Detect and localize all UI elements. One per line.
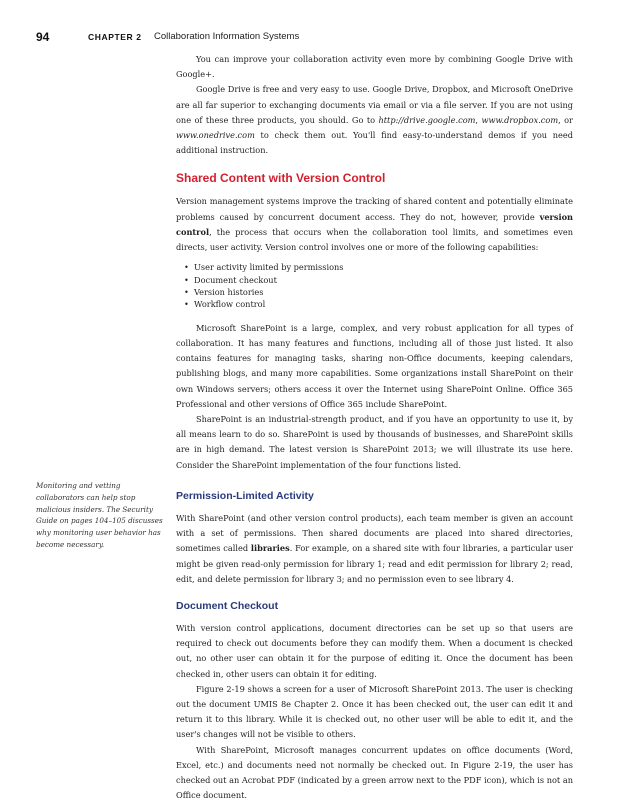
- term-version-control: version control: [176, 211, 573, 237]
- term-libraries: libraries: [250, 543, 290, 554]
- permission-paragraph: With SharePoint (and other version control products), each team member is given an account with a set of permissions. Then shared documents are placed into shared directories, sometimes called libraries. For example, on a shared site with four libraries, a particular user might be given read-only permission for library 1; read and edit permission for library 2; read, edit, and delete permission for library 3; and no permission even to see library 4.: [176, 512, 573, 584]
- checkout-paragraph-2: Figure 2-19 shows a screen for a user of Microsoft SharePoint 2013. The user is checking out the document UMIS 8e Chapter 2. Once it has been checked out, the user can edit it and return it to this library. While it is checked out, no other user will be able to edit it, and the user's changes will not be visible to others.: [176, 683, 573, 740]
- list-item: • Document checkout: [184, 274, 573, 286]
- link-dropbox[interactable]: www.dropbox.com: [481, 114, 559, 125]
- subsection-heading-checkout: Document Checkout: [176, 599, 279, 612]
- subsection-heading-permission: Permission-Limited Activity: [176, 489, 314, 502]
- main-column: [176, 52, 573, 803]
- chapter-label: CHAPTER 2: [88, 32, 142, 42]
- checkout-paragraph-3: With SharePoint, Microsoft manages concurrent updates on office documents (Word, Excel, etc.) and documents need not normally be checked out. In Figure 2-19, the user has checked out an Acrobat PDF (indicated by a green arrow next to the PDF icon), which is not an Office document.: [176, 744, 573, 801]
- link-google-drive[interactable]: http://drive.google.com: [378, 114, 476, 125]
- list-item: • Version histories: [184, 286, 573, 298]
- capabilities-list: [184, 261, 573, 311]
- chapter-title: Collaboration Information Systems: [154, 31, 300, 42]
- intro-paragraph-2: Google Drive is free and very easy to use. Google Drive, Dropbox, and Microsoft OneDrive are all far superior to exchanging documents via email or via a file server. If you are not using one of these three products, you should. Go to http://drive.google.com, www.dropbox.com, or www.onedrive.com to check them out. You'll find easy-to-understand demos if you need additional instruction.: [176, 84, 573, 156]
- list-item: • User activity limited by permissions: [184, 261, 573, 273]
- margin-note: Monitoring and vetting collaborators can help stop malicious insiders. The Security Guide on pages 104–105 discusses why monitoring user behavior has become necessary.: [36, 481, 163, 549]
- sharepoint-paragraph-1: Microsoft SharePoint is a large, complex, and very robust application for all types of collaboration. It has many features and functions, including all of those just listed. It also contains features for managing tasks, sharing non-Office documents, keeping calendars, publishing blogs, and many more capabilities. Some organizations install SharePoint on their own Windows servers; others access it over the Internet using SharePoint Online. Office 365 Professional and other versions of Office 365 include SharePoint.: [176, 322, 573, 409]
- checkout-paragraph-1: With version control applications, document directories can be set up so that users are required to check out documents before they can modify them. When a document is checked out, no other user can obtain it for the purpose of editing it. Once the document has been checked in, other users can obtain it for editing.: [176, 622, 573, 679]
- version-control-paragraph: Version management systems improve the tracking of shared content and potentially eliminate problems caused by concurrent document access. They do not, however, provide version control, the process that occurs when the collaboration tool limits, and sometimes even directs, user activity. Version control involves one or more of the following capabilities:: [176, 196, 573, 253]
- section-heading-version-control: Shared Content with Version Control: [176, 171, 386, 186]
- page-number: 94: [36, 30, 50, 44]
- sharepoint-paragraph-2: SharePoint is an industrial-strength product, and if you have an opportunity to use it, by all means learn to do so. SharePoint is used by thousands of businesses, and SharePoint skills are in high demand. The latest version is SharePoint 2013; we will illustrate its use here. Consider the SharePoint implementation of the four functions listed.: [176, 414, 573, 470]
- intro-paragraph-1: You can improve your collaboration activity even more by combining Google Drive with Google+.: [176, 54, 573, 80]
- link-onedrive[interactable]: www.onedrive.com: [176, 130, 255, 141]
- list-item: • Workflow control: [184, 298, 573, 310]
